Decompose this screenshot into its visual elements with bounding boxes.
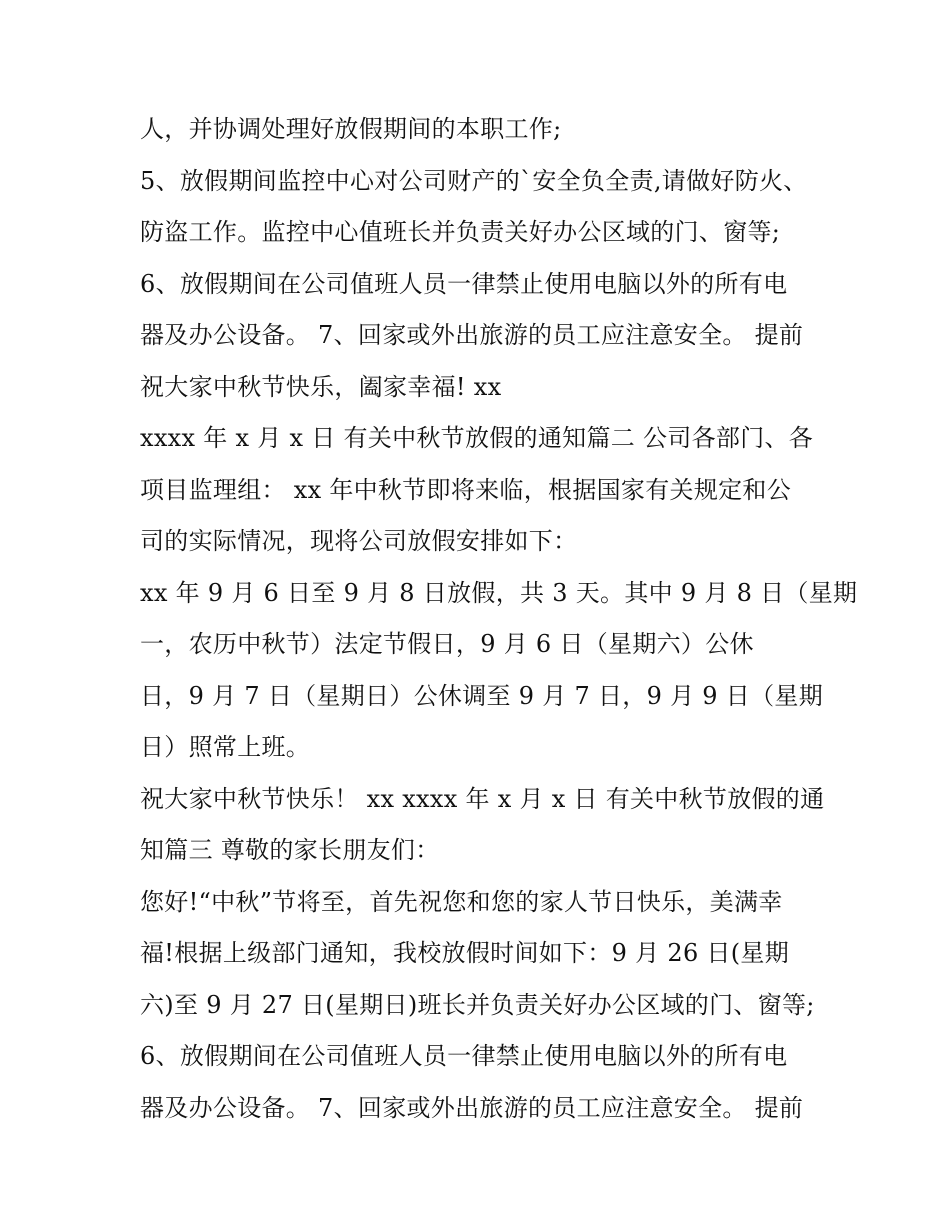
text-line: 知篇三 尊敬的家长朋友们： <box>140 836 440 864</box>
text-line: 器及办公设备。 7、回家或外出旅游的员工应注意安全。 提前 <box>140 1093 804 1122</box>
text-line: 六)至 9 月 27 日(星期日)班长并负责关好办公区域的门、窗等; <box>140 990 815 1019</box>
text-line: 日，9 月 7 日（星期日）公休调至 9 月 7 日，9 月 9 日（星期 <box>140 681 824 710</box>
text-line: 项目监理组： xx 年中秋节即将来临，根据国家有关规定和公 <box>140 475 792 504</box>
text-line: 6、放假期间在公司值班人员一律禁止使用电脑以外的所有电 <box>140 269 788 298</box>
text-line: 日）照常上班。 <box>140 733 311 761</box>
text-line: xxxx 年 x 月 x 日 有关中秋节放假的通知篇二 公司各部门、各 <box>140 424 814 452</box>
text-line: 一，农历中秋节）法定节假日，9 月 6 日（星期六）公休 <box>140 630 754 658</box>
text-line: 6、放假期间在公司值班人员一律禁止使用电脑以外的所有电 <box>140 1042 788 1070</box>
text-line: xx 年 9 月 6 日至 9 月 8 日放假，共 3 天。其中 9 月 8 日（星期 <box>140 578 858 607</box>
text-line: 人，并协调处理好放假期间的本职工作; <box>140 115 562 143</box>
text-line: 祝大家中秋节快乐，阖家幸福! xx <box>140 372 502 401</box>
text-line: 器及办公设备。 7、回家或外出旅游的员工应注意安全。 提前 <box>140 321 804 349</box>
text-line: 您好!“中秋”节将至，首先祝您和您的家人节日快乐，美满幸 <box>140 887 783 916</box>
text-line: 祝大家中秋节快乐！ xx xxxx 年 x 月 x 日 有关中秋节放假的通 <box>140 784 825 813</box>
text-line: 防盗工作。监控中心值班长并负责关好办公区域的门、窗等; <box>140 218 781 246</box>
text-line: 福!根据上级部门通知，我校放假时间如下：9 月 26 日(星期 <box>140 939 790 967</box>
document-body <box>140 104 858 1134</box>
text-line: 司的实际情况，现将公司放假安排如下： <box>140 527 578 555</box>
text-line: 5、放假期间监控中心对公司财产的`安全负全责,请做好防火、 <box>140 166 808 195</box>
